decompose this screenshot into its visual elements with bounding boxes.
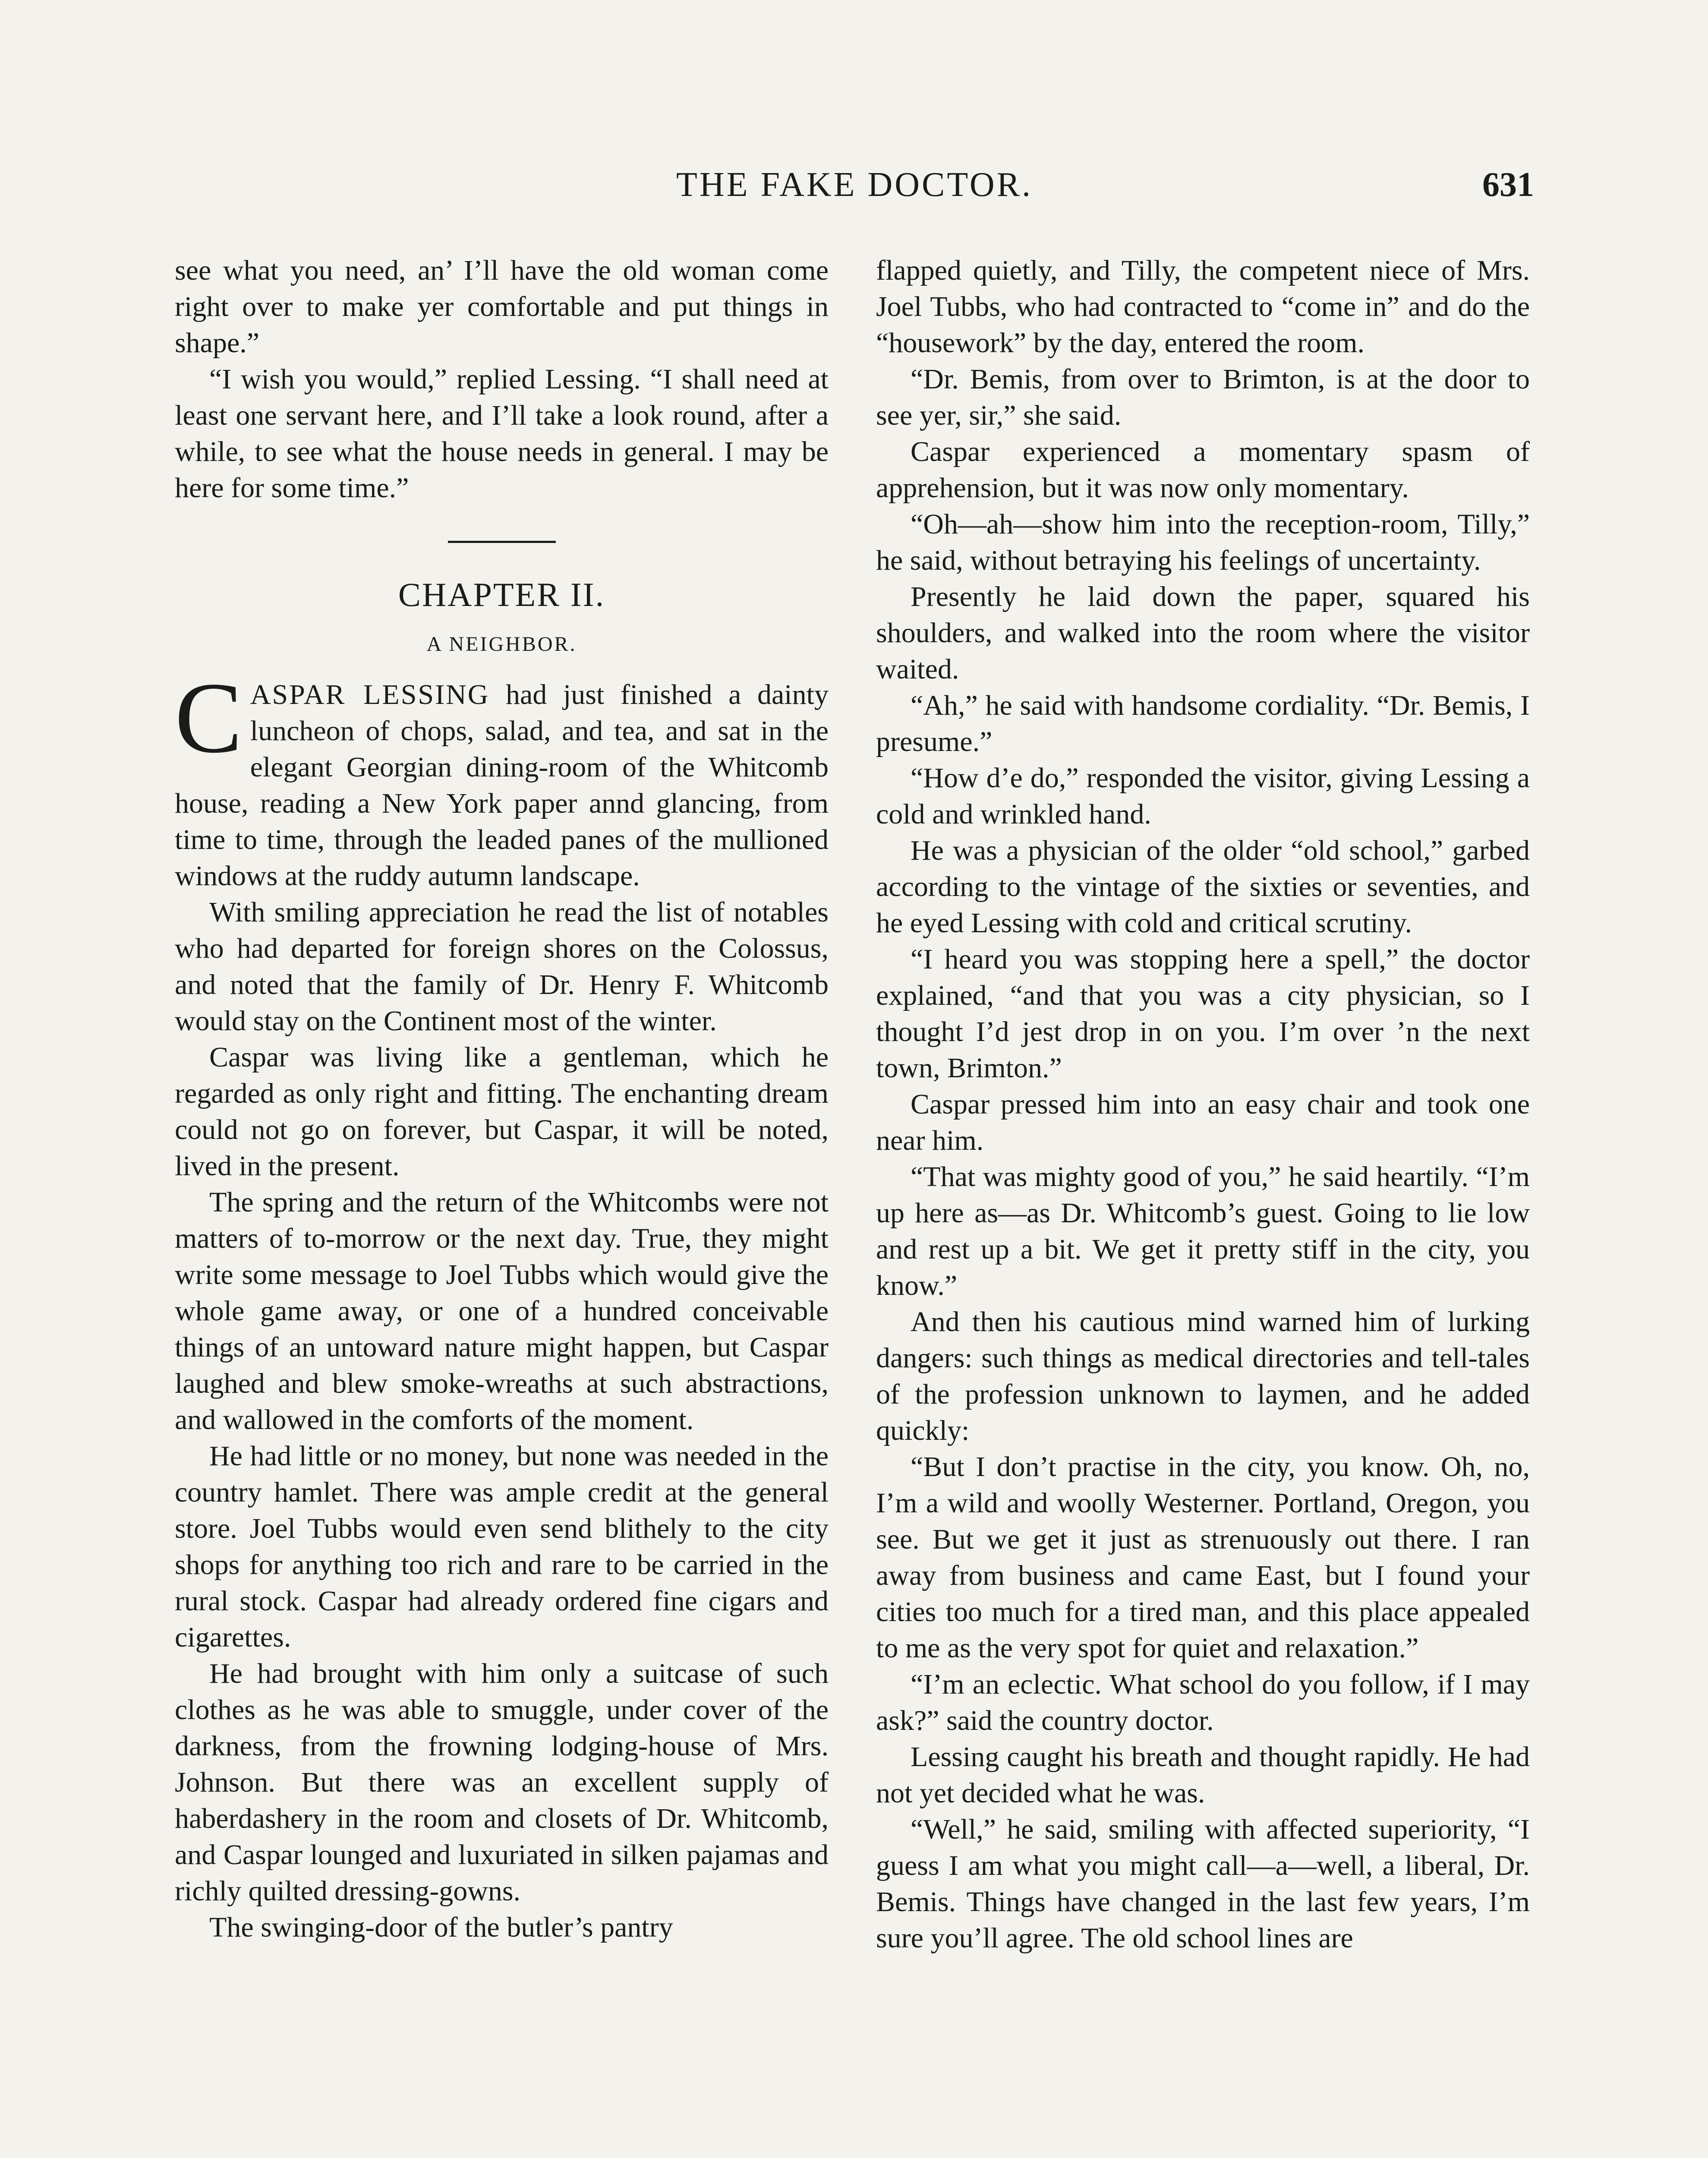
paragraph: He was a physician of the older “old school,” garbed according to the vintage of the sixties or seventies, and he eyed Lessing with cold and critical scrutiny. — [876, 835, 1530, 939]
chapter-heading: CHAPTER II. — [398, 576, 605, 613]
paragraph: flapped quietly, and Tilly, the competent niece of Mrs. Joel Tubbs, who had contracted to “come in” and do the “housework” by the day, entered the room. — [876, 255, 1530, 359]
section-divider — [448, 541, 556, 543]
chapter-subtitle: A NEIGHBOR. — [426, 633, 577, 656]
paragraph: “I heard you was stopping here a spell,” the doctor explained, “and that you was a city physician, so I thought I’d jest drop in on you. I’m over ’n the next town, Brimton.” — [876, 943, 1530, 1084]
paragraph: And then his cautious mind warned him of lurking dangers: such things as medical directories and tell-tales of the profession unknown to laymen, and he added quickly: — [876, 1306, 1530, 1446]
paragraph: Caspar pressed him into an easy chair and took one near him. — [876, 1088, 1530, 1156]
paragraph: He had brought with him only a suitcase of such clothes as he was able to smuggle, under cover of the darkness, from the frowning lodging-house of Mrs. Johnson. But there was an excellent supply of haberdashery in the room and closets of Dr. Whitcomb, and Caspar lounged and luxuriated in silken pajamas and richly quilted dressing-gowns. — [175, 1658, 829, 1907]
paragraph: He had little or no money, but none was needed in the country hamlet. There was ample credit at the general store. Joel Tubbs would even send blithely to the city shops for anything too rich and rare to be carried in the rural stock. Caspar had already ordered fine cigars and cigarettes. — [175, 1440, 829, 1653]
drop-cap: C — [175, 662, 243, 774]
paragraph: The swinging-door of the butler’s pantry — [209, 1912, 673, 1943]
page-number: 631 — [1482, 166, 1534, 204]
right-column — [876, 252, 1530, 1956]
paragraph: “Oh—ah—show him into the reception-room, Tilly,” he said, without betraying his feelings of uncertainty. — [876, 508, 1530, 576]
paragraph: “But I don’t practise in the city, you know. Oh, no, I’m a wild and woolly Westerner. Portland, Oregon, you see. But we get it just as strenuously out there. I ran away from business and came East, but I found your cities too much for a tired man, and this place appealed to me as the very spot for quiet and relaxation.” — [876, 1451, 1530, 1664]
paragraph: “I wish you would,” replied Lessing. “I shall need at least one servant here, and I’ll take a look round, after a while, to see what the house needs in general. I may be here for some time.” — [175, 363, 829, 504]
running-title: THE FAKE DOCTOR. — [676, 166, 1033, 204]
paragraph: “I’m an eclectic. What school do you follow, if I may ask?” said the country doctor. — [876, 1669, 1530, 1736]
paragraph: Caspar was living like a gentleman, which he regarded as only right and fitting. The enchanting dream could not go on forever, but Caspar, it will be noted, lived in the present. — [175, 1041, 829, 1182]
paragraph: “Well,” he said, smiling with affected superiority, “I guess I am what you might call—a—well, a liberal, Dr. Bemis. Things have changed in the last few years, I’m sure you’ll agree. The old school lines are — [876, 1814, 1530, 1954]
paragraph: see what you need, an’ I’ll have the old woman come right over to make yer comfortable and put things in shape.” — [175, 255, 829, 359]
paragraph-text: had just finished a dainty luncheon of chops, salad, and tea, and sat in the elegant Georgian dining-room of the Whitcomb house, reading a New York paper annd glancing, from time to time, through the leaded panes of the mullioned windows at the ruddy autumn landscape. — [175, 679, 829, 892]
paragraph: The spring and the return of the Whitcombs were not matters of to-morrow or the next day. True, they might write some message to Joel Tubbs which would give the whole game away, or one of a hundred conceivable things of an untoward nature might happen, but Caspar laughed and blew smoke-wreaths at such abstractions, and wallowed in the comforts of the moment. — [175, 1186, 829, 1436]
lead-words: ASPAR LESSING — [250, 679, 490, 710]
paragraph: “Ah,” he said with handsome cordiality. “Dr. Bemis, I presume.” — [876, 690, 1530, 757]
paragraph: Lessing caught his breath and thought rapidly. He had not yet decided what he was. — [876, 1741, 1530, 1809]
paragraph: “That was mighty good of you,” he said heartily. “I’m up here as—as Dr. Whitcomb’s guest. Going to lie low and rest up a bit. We get it pretty stiff in the city, you know.” — [876, 1161, 1530, 1301]
paragraph: With smiling appreciation he read the list of notables who had departed for foreign shores on the Colossus, and noted that the family of Dr. Henry F. Whitcomb would stay on the Continent most of the winter. — [175, 896, 829, 1037]
running-header — [175, 163, 1534, 211]
left-column — [175, 252, 829, 1946]
paragraph: Caspar experienced a momentary spasm of apprehension, but it was now only momentary. — [876, 436, 1530, 504]
paragraph: “How d’e do,” responded the visitor, giving Lessing a cold and wrinkled hand. — [876, 762, 1530, 830]
chapter-opening-paragraph — [175, 662, 829, 894]
paragraph: “Dr. Bemis, from over to Brimton, is at the door to see yer, sir,” she said. — [876, 363, 1530, 431]
paragraph: Presently he laid down the paper, squared his shoulders, and walked into the room where the visitor waited. — [876, 581, 1530, 685]
